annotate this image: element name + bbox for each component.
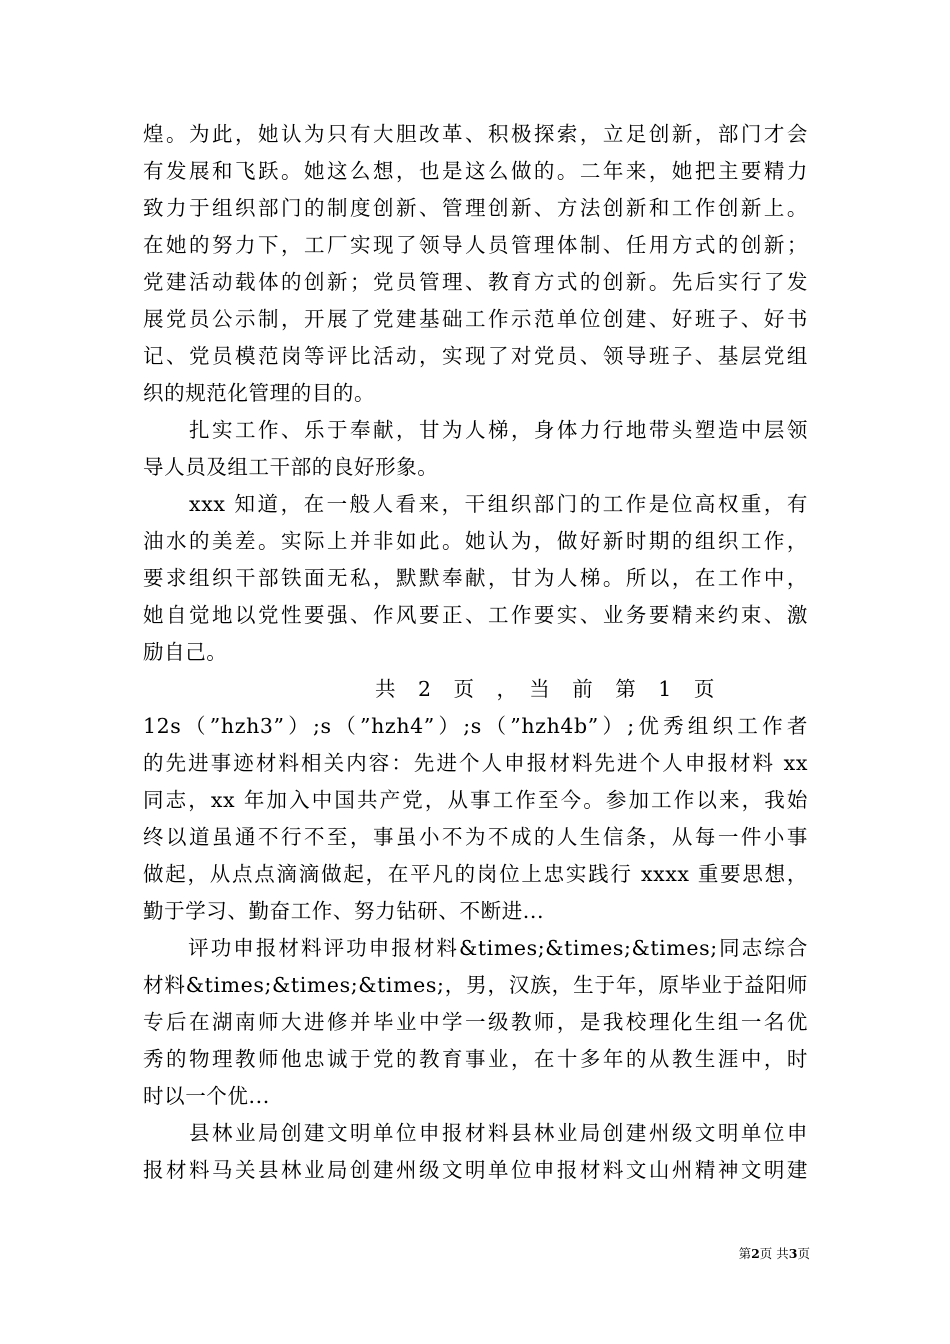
body-text (143, 116, 808, 1189)
footer-total-pages: 3 (788, 1246, 798, 1261)
text-line: xxx 知道，在一般人看来，干组织部门的工作是位高权重，有 (143, 492, 808, 516)
text-line: 煌。为此，她认为只有大胆改革、积极探索，立足创新，部门才会 (143, 122, 808, 146)
text-line: 12s（”hzh3”）;s（”hzh4”）;s（”hzh4b”）;优秀组织工作者 (143, 714, 808, 738)
footer-current-page: 2 (751, 1246, 760, 1261)
text-line: 勤于学习、勤奋工作、努力钻研、不断进... (143, 899, 545, 923)
page-footer (690, 1246, 810, 1262)
text-line: 终以道虽通不行不至，事虽小不为不成的人生信条，从每一件小事 (143, 825, 808, 849)
text-line: 材料&times;&times;&times;，男，汉族，生于年，原毕业于益阳师 (143, 973, 808, 997)
footer-prefix: 第 (738, 1246, 752, 1261)
text-line: 励自己。 (143, 640, 228, 664)
text-line: 记、党员模范岗等评比活动，实现了对党员、领导班子、基层党组 (143, 344, 808, 368)
text-line: 扎实工作、乐于奉献，甘为人梯，身体力行地带头塑造中层领 (143, 418, 808, 442)
text-line: 评功申报材料评功申报材料&times;&times;&times;同志综合 (143, 936, 808, 960)
text-line: 在她的努力下，工厂实现了领导人员管理体制、任用方式的创新； (143, 233, 808, 257)
text-line: 展党员公示制，开展了党建基础工作示范单位创建、好班子、好书 (143, 307, 808, 331)
text-line: 县林业局创建文明单位申报材料县林业局创建州级文明单位申 (143, 1121, 808, 1145)
text-line: 时以一个优... (143, 1084, 270, 1108)
text-line: 导人员及组工干部的良好形象。 (143, 455, 439, 479)
text-line: 致力于组织部门的制度创新、管理创新、方法创新和工作创新上。 (143, 196, 808, 220)
text-line: 的先进事迹材料相关内容：先进个人申报材料先进个人申报材料 xx (143, 751, 808, 775)
text-line: 专后在湖南师大进修并毕业中学一级教师，是我校理化生组一名优 (143, 1010, 808, 1034)
page-count-line: 共 2 页 ， 当 前 第 1 页 (375, 677, 716, 701)
text-line: 要求组织干部铁面无私，默默奉献，甘为人梯。所以，在工作中， (143, 566, 808, 590)
text-line: 做起，从点点滴滴做起，在平凡的岗位上忠实践行 xxxx 重要思想， (143, 862, 808, 886)
text-line: 有发展和飞跃。她这么想，也是这么做的。二年来，她把主要精力 (143, 159, 808, 183)
text-line: 她自觉地以党性要强、作风要正、工作要实、业务要精来约束、激 (143, 603, 808, 627)
text-line: 油水的美差。实际上并非如此。她认为，做好新时期的组织工作， (143, 529, 808, 553)
text-line: 秀的物理教师他忠诚于党的教育事业，在十多年的从教生涯中，时 (143, 1047, 808, 1071)
footer-suffix: 页 (797, 1246, 810, 1261)
text-line: 报材料马关县林业局创建州级文明单位申报材料文山州精神文明建 (143, 1158, 808, 1182)
text-line: 同志，xx 年加入中国共产党，从事工作至今。参加工作以来，我始 (143, 788, 808, 812)
text-line: 织的规范化管理的目的。 (143, 381, 376, 405)
text-line: 党建活动载体的创新；党员管理、教育方式的创新。先后实行了发 (143, 270, 808, 294)
footer-mid: 页 共 (759, 1246, 789, 1261)
